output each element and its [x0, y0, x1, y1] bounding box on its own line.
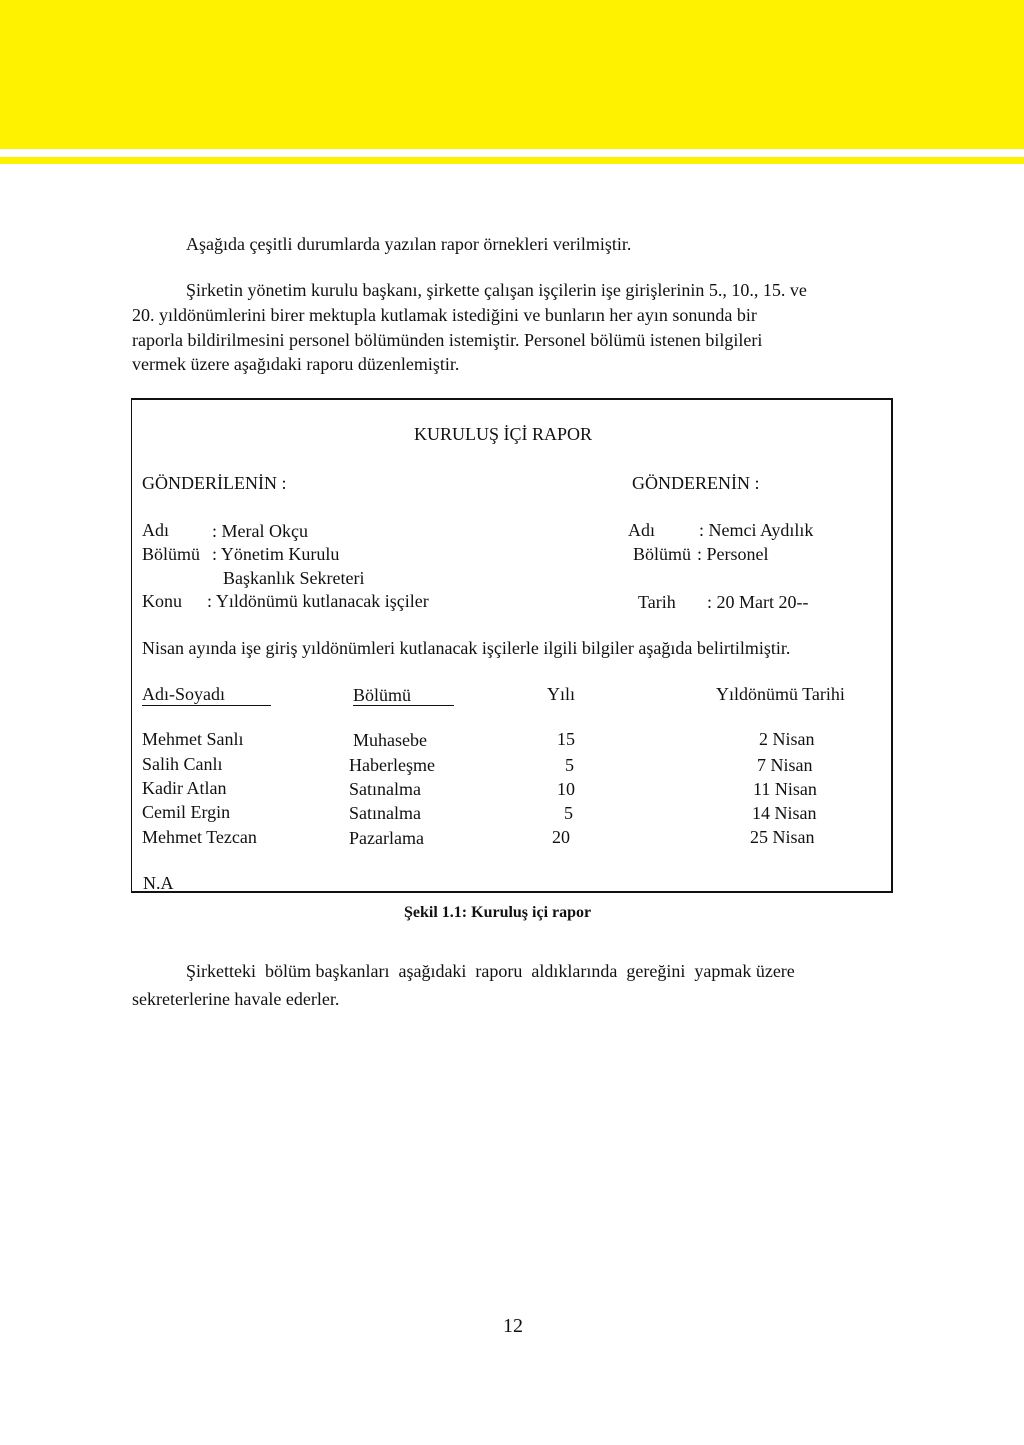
- paragraph2-line: Şirketteki bölüm başkanları aşağıdaki raporu aldıklarında gereğini yapmak üzere: [186, 961, 795, 981]
- intro-text: Aşağıda çeşitli durumlarda yazılan rapor örnekleri verilmiştir.: [186, 234, 632, 254]
- cell-dept: Muhasebe: [353, 730, 427, 750]
- sender-date-value: : 20 Mart 20--: [707, 592, 809, 612]
- cell-date: 11 Nisan: [753, 779, 817, 799]
- recipient-name-label: Adı: [142, 520, 169, 540]
- sender-name-label: Adı: [628, 520, 655, 540]
- paragraph1-line: vermek üzere aşağıdaki raporu düzenlemiştir.: [132, 354, 460, 374]
- header-band: [0, 0, 1024, 149]
- table-header-year: Yılı: [547, 684, 576, 704]
- cell-year: 20: [552, 827, 570, 847]
- sender-dept-value: : Personel: [697, 544, 769, 564]
- cell-name: Kadir Atlan: [142, 778, 227, 798]
- cell-dept: Satınalma: [349, 803, 421, 823]
- paragraph1-line: Şirketin yönetim kurulu başkanı, şirkette çalışan işçilerin işe girişlerinin 5., 10., 15. ve: [186, 280, 807, 300]
- table-header-name: Adı-Soyadı: [142, 684, 225, 704]
- recipient-dept-value-line2: Başkanlık Sekreteri: [223, 568, 365, 588]
- paragraph2-line: sekreterlerine havale ederler.: [132, 989, 340, 1009]
- recipient-name-value: : Meral Okçu: [212, 521, 308, 541]
- cell-dept: Haberleşme: [349, 755, 435, 775]
- page-number: 12: [503, 1315, 523, 1337]
- cell-date: 14 Nisan: [752, 803, 817, 823]
- sender-heading: GÖNDERENİN :: [632, 473, 760, 493]
- cell-year: 5: [565, 755, 574, 775]
- cell-date: 7 Nisan: [757, 755, 813, 775]
- cell-date: 2 Nisan: [759, 729, 815, 749]
- cell-year: 5: [564, 803, 573, 823]
- report-body: Nisan ayında işe giriş yıldönümleri kutlanacak işçilerle ilgili bilgiler aşağıda belirtilmiştir.: [142, 638, 791, 658]
- sender-name-value: : Nemci Aydılık: [699, 520, 814, 540]
- recipient-subject-label: Konu: [142, 591, 182, 611]
- cell-year: 15: [557, 729, 575, 749]
- sender-date-label: Tarih: [638, 592, 676, 612]
- cell-dept: Satınalma: [349, 779, 421, 799]
- cell-dept: Pazarlama: [349, 828, 424, 848]
- recipient-heading: GÖNDERİLENİN :: [142, 473, 287, 493]
- cell-name: Mehmet Tezcan: [142, 827, 257, 847]
- cell-name: Cemil Ergin: [142, 802, 231, 822]
- table-header-dept: Bölümü: [353, 685, 412, 705]
- signature-initials: N.A: [143, 873, 174, 893]
- paragraph1-line: raporla bildirilmesini personel bölümünden istemiştir. Personel bölümü istenen bilgileri: [132, 330, 763, 350]
- header-stripe: [0, 157, 1024, 164]
- header-underline: [142, 704, 271, 706]
- recipient-subject-value: : Yıldönümü kutlanacak işçiler: [207, 591, 429, 611]
- cell-year: 10: [557, 779, 575, 799]
- header-underline: [353, 704, 454, 706]
- recipient-dept-label: Bölümü: [142, 544, 201, 564]
- table-header-date: Yıldönümü Tarihi: [716, 684, 845, 704]
- paragraph1-line: 20. yıldönümlerini birer mektupla kutlamak istediğini ve bunların her ayın sonunda bir: [132, 305, 757, 325]
- cell-name: Mehmet Sanlı: [142, 729, 244, 749]
- recipient-dept-value: : Yönetim Kurulu: [212, 544, 340, 564]
- figure-caption: Şekil 1.1: Kuruluş içi rapor: [404, 904, 592, 921]
- report-title: KURULUŞ İÇİ RAPOR: [414, 424, 593, 444]
- cell-date: 25 Nisan: [750, 827, 815, 847]
- sender-dept-label: Bölümü: [633, 544, 692, 564]
- cell-name: Salih Canlı: [142, 754, 223, 774]
